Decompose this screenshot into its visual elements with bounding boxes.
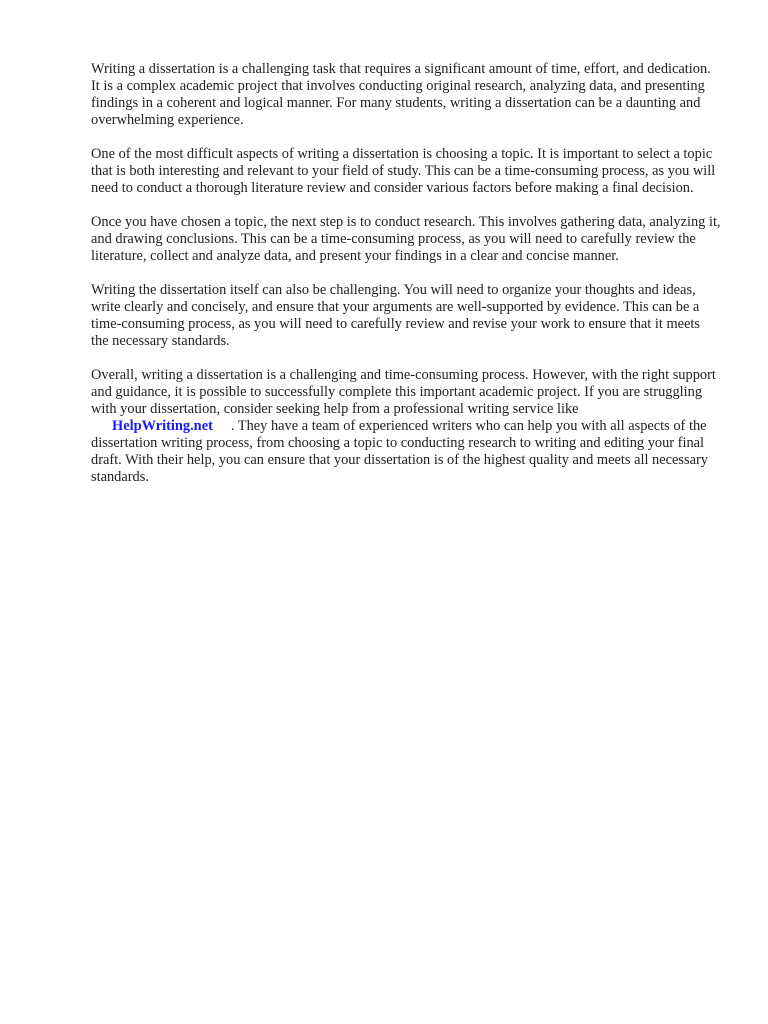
paragraph-conclusion	[91, 367, 721, 486]
paragraph-topic: One of the most difficult aspects of writing a dissertation is choosing a topic. It is important to select a topic that is both interesting and relevant to your field of study. This can be a time-consuming process, as you will need to conduct a thorough literature review and consider various factors before making a final decision.	[91, 146, 716, 196]
paragraph-writing: Writing the dissertation itself can also be challenging. You will need to organize your thoughts and ideas, write clearly and concisely, and ensure that your arguments are well-supported by evidence. This can be a time-consuming process, as you will need to carefully review and revise your work to ensure that it meets the necessary standards.	[91, 282, 701, 349]
conclusion-text-after-link: . They have a team of experienced writers who can help you with all aspects of the dissertation writing process, from choosing a topic to conducting research to writing and editing your final draft. With their help, you can ensure that your dissertation is of the highest quality and meets all necessary standards.	[91, 418, 708, 485]
conclusion-text-before-link: Overall, writing a dissertation is a challenging and time-consuming process. However, with the right support and guidance, it is possible to successfully complete this important academic project. If you are struggling with your dissertation, consider seeking help from a professional writing service like	[91, 367, 716, 417]
paragraph-intro: Writing a dissertation is a challenging task that requires a significant amount of time, effort, and dedication. It is a complex academic project that involves conducting original research, analyzing data, and presenting findings in a coherent and logical manner. For many students, writing a dissertation can be a daunting and overwhelming experience.	[91, 61, 711, 128]
document-body	[91, 61, 721, 503]
helpwriting-link[interactable]: HelpWriting.net	[112, 418, 213, 434]
paragraph-research: Once you have chosen a topic, the next step is to conduct research. This involves gathering data, analyzing it, and drawing conclusions. This can be a time-consuming process, as you will need to carefully review the literature, collect and analyze data, and present your findings in a clear and concise manner.	[91, 214, 721, 264]
